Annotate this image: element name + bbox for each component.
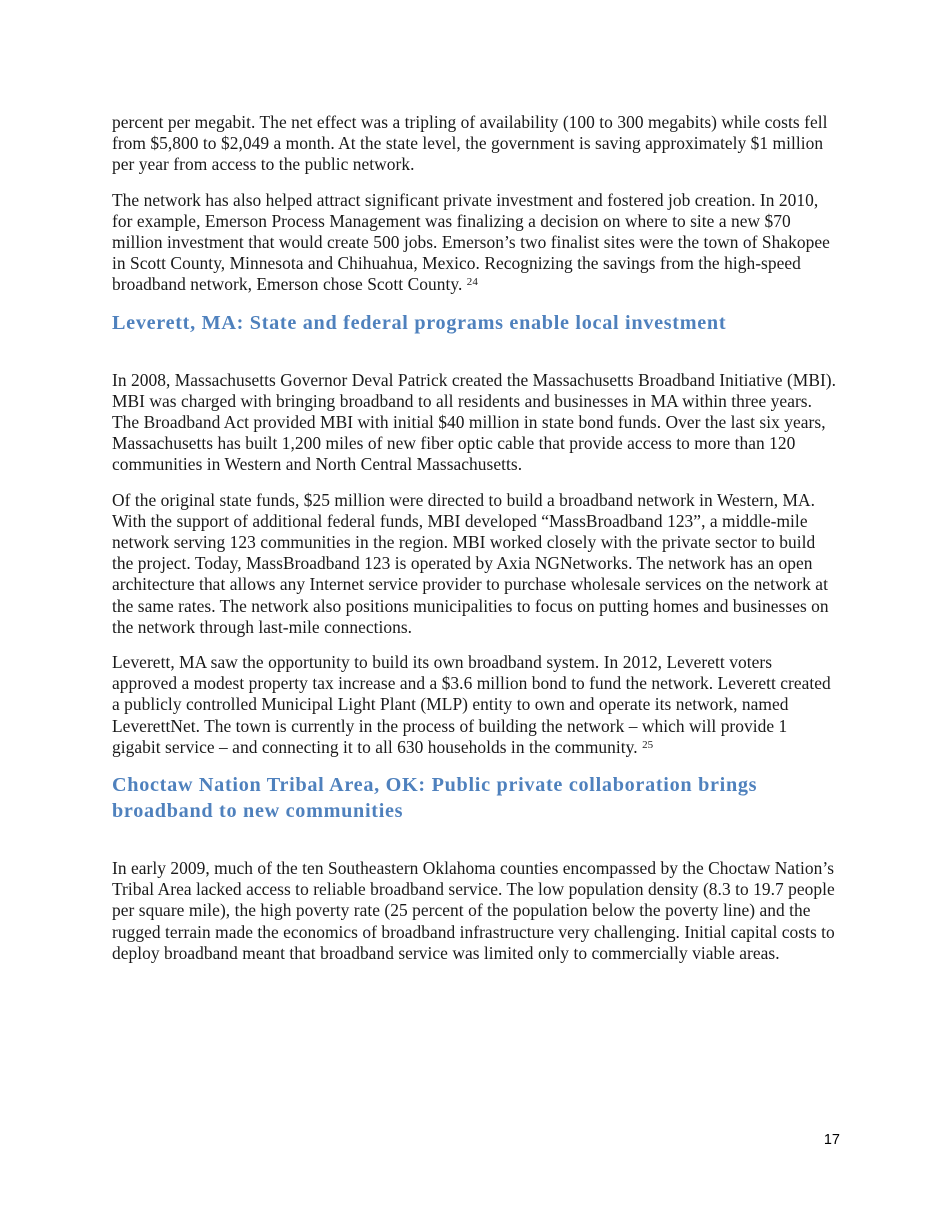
footnote-reference-25[interactable]: 25 — [642, 738, 654, 751]
section-heading-leverett: Leverett, MA: State and federal programs enable local investment — [112, 311, 727, 334]
paragraph-mbi-creation — [112, 370, 840, 476]
section-heading-choctaw: Choctaw Nation Tribal Area, OK: Public private collaboration brings broadband to new communities — [112, 774, 758, 823]
paragraph-text: In early 2009, much of the ten Southeastern Oklahoma counties encompassed by the Choctaw Nation’s Tribal Area lacked access to reliable broadband service. The low population density (8.3 to 19.7 people per square mile), the high poverty rate (25 percent of the population below the poverty line) and the rugged terrain made the economics of broadband infrastructure very challenging. Initial capital costs to deploy broadband meant that broadband service was limited only to commercially viable areas. — [112, 858, 835, 963]
paragraph-massbroadband-123 — [112, 490, 840, 638]
paragraph-leverettnet — [112, 652, 840, 758]
document-page — [112, 112, 840, 978]
paragraph-choctaw-nation — [112, 858, 840, 964]
paragraph-text: Leverett, MA saw the opportunity to build its own broadband system. In 2012, Leverett voters approved a modest property tax increase and a $3.6 million bond to fund the network. Leverett created a publicly controlled Municipal Light Plant (MLP) entity to own and operate its network, named LeverettNet. The town is currently in the process of building the network – which will provide 1 gigabit service – and connecting it to all 630 households in the community. — [112, 652, 831, 757]
paragraph-text: The network has also helped attract significant private investment and fostered job creation. In 2010, for example, Emerson Process Management was finalizing a decision on where to site a new $70 million investment that would create 500 jobs. Emerson’s two finalist sites were the town of Shakopee in Scott County, Minnesota and Chihuahua, Mexico. Recognizing the savings from the high-speed broadband network, Emerson chose Scott County. — [112, 189, 830, 295]
paragraph-text: Of the original state funds, $25 million were directed to build a broadband network in Western, MA. With the support of additional federal funds, MBI developed “MassBroadband 123”, a middle-mile network serving 123 communities in the region. MBI worked closely with the private sector to build the project. Today, MassBroadband 123 is operated by Axia NGNetworks. The network has an open architecture that allows any Internet service provider to purchase wholesale services on the network at the same rates. The network also positions municipalities to focus on putting homes and businesses on the network through last-mile connections. — [112, 489, 829, 637]
paragraph-network-costs — [112, 112, 840, 176]
footnote-reference-24[interactable]: 24 — [466, 276, 478, 289]
page-number: 17 — [823, 1132, 840, 1148]
paragraph-text: In 2008, Massachusetts Governor Deval Patrick created the Massachusetts Broadband Initiative (MBI). MBI was charged with bringing broadband to all residents and businesses in MA within three years. The Broadband Act provided MBI with initial $40 million in state bond funds. Over the last six years, Massachusetts has built 1,200 miles of new fiber optic cable that provide access to more than 120 communities in Western and North Central Massachusetts. — [112, 369, 837, 475]
paragraph-text: percent per megabit. The net effect was a tripling of availability (100 to 300 megabits) while costs fell from $5,800 to $2,049 a month. At the state level, the government is saving approximately $1 million per year from access to the public network. — [112, 112, 828, 175]
paragraph-private-investment — [112, 190, 840, 296]
